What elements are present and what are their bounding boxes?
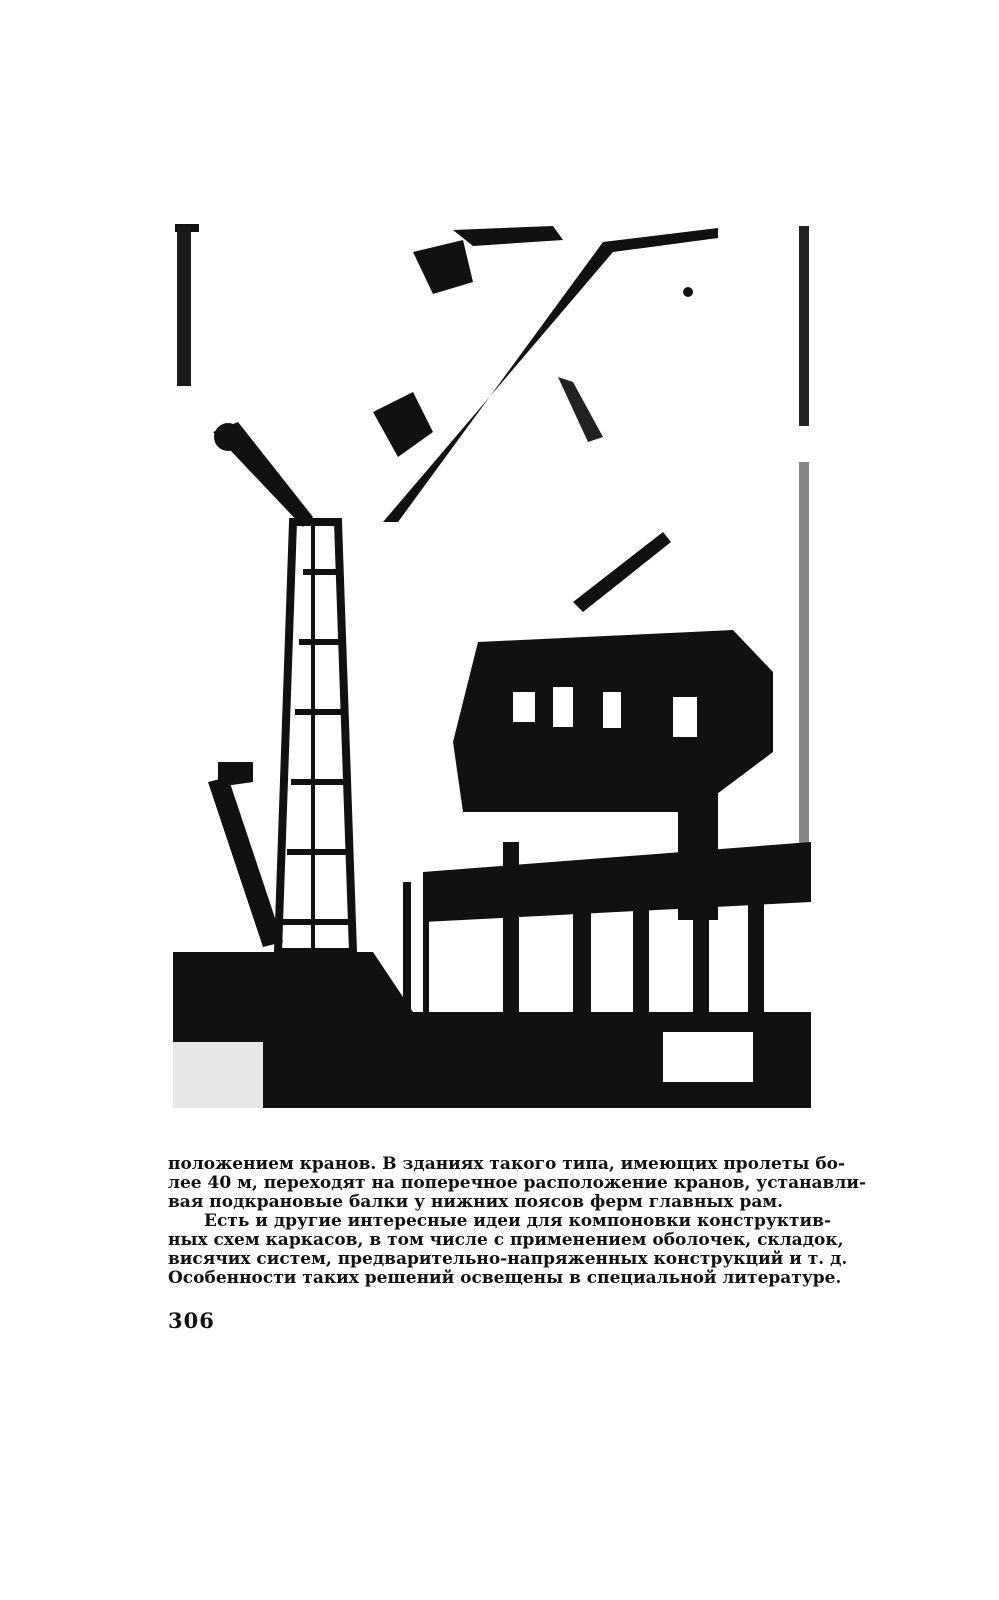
truss-opening-3 xyxy=(603,692,621,728)
column-3 xyxy=(633,902,649,1012)
text-line: вая подкрановые балки у нижних поясов ферм главных рам. xyxy=(168,1192,784,1212)
ground-light-patch-right xyxy=(663,1032,753,1082)
column-5 xyxy=(748,902,764,1012)
frame-right-edge xyxy=(799,226,809,426)
construction-photo-drawing xyxy=(173,222,811,1108)
paragraph-2 xyxy=(168,1211,848,1288)
construction-photo xyxy=(173,222,811,1108)
text-line: лее 40 м, переходят на поперечное расположение кранов, устанавли- xyxy=(168,1173,867,1193)
truss-opening-2 xyxy=(553,687,573,727)
crane-counter-jib-end xyxy=(214,423,242,451)
text-line: ных схем каркасов, в том числе с применением оболочек, складок, xyxy=(168,1230,844,1250)
crane-jib-fragment xyxy=(413,240,473,294)
text-line: висячих систем, предварительно-напряженных конструкций и т. д. xyxy=(168,1249,848,1269)
paragraph-1 xyxy=(168,1154,867,1212)
text-line: Особенности таких решений освещены в специальной литературе. xyxy=(168,1268,842,1288)
truss-opening-1 xyxy=(513,692,535,722)
frame-left-edge xyxy=(177,226,191,386)
crane-jib-dot xyxy=(683,287,693,297)
text-line: положением кранов. В зданиях такого типа, имеющих пролеты бо- xyxy=(168,1154,846,1174)
crane-jib-top xyxy=(453,226,563,246)
page-number: 306 xyxy=(168,1308,215,1333)
crane-counterweight-block xyxy=(373,392,433,457)
mobile-crane-head xyxy=(218,762,253,787)
crane-tower xyxy=(278,522,353,952)
ground-light-patch-left xyxy=(173,1042,263,1108)
text-line: Есть и другие интересные идеи для компоновки конструктив- xyxy=(204,1211,831,1231)
column-4 xyxy=(693,902,709,1012)
crane-cable-fragment xyxy=(558,377,603,442)
truss-opening-4 xyxy=(673,697,697,737)
mobile-crane-boom xyxy=(208,777,283,947)
column-2 xyxy=(573,902,591,1012)
secondary-crane-boom xyxy=(573,532,671,612)
crane-base xyxy=(183,957,273,997)
column-1 xyxy=(503,842,519,1022)
frame-right-edge-lower xyxy=(799,462,809,882)
column-thin-2 xyxy=(423,882,429,1022)
body-text xyxy=(168,1154,867,1288)
